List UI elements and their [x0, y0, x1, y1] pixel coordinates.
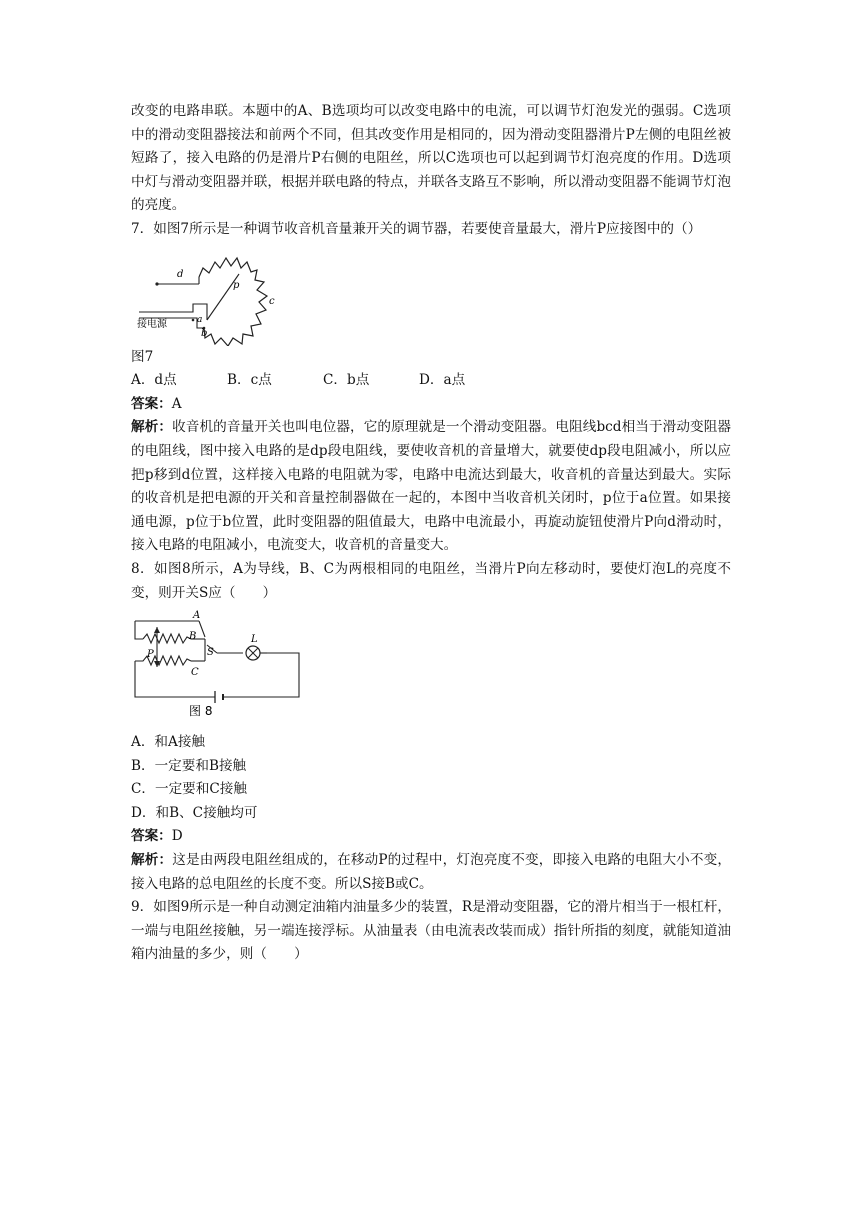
q7-choice-b: B．c点: [227, 372, 272, 389]
figure-8-circuit: [131, 609, 303, 719]
q7-analysis-label: 解析：: [131, 419, 173, 436]
q7-analysis-text: 收音机的音量开关也叫电位器，它的原理就是一个滑动变阻器。电阻线bcd相当于滑动变阻器的电阻线，图中接入电路的是dp段电阻线，要使收音机的音量增大，就要使dp段电阻减小，所以应把p移到d位置，这样接入电路的电阻就为零，电路中电流达到最大，收音机的音量达到最大。实际的收音机是把电源的开关和音量控制器做在一起的，本图中当收音机关闭时，p位于a位置。如果接通电源，p位于b位置，此时变阻器的阻值最大，电路中电流最小，再旋动旋钮使滑片P向d滑动时，接入电路的电阻减小，电流变大，收音机的音量变大。: [131, 419, 732, 554]
q8-choice-b: B．一定要和B接触: [131, 757, 247, 774]
q7-answer: [131, 393, 731, 417]
q8-choice-d: D．和B、C接触均可: [131, 804, 258, 821]
spacer: [131, 723, 731, 731]
q7-answer-value: A: [171, 395, 182, 412]
figure-7-caption: 图7: [131, 348, 154, 365]
q7-choice-a: A．d点: [131, 372, 177, 389]
q7-question: 7．如图7所示是一种调节收音机音量兼开关的调节器，若要使音量最大，滑片P应接图中的（）: [131, 220, 702, 237]
q8-question: 8．如图8所示，A为导线，B、C为两根相同的电阻丝，当滑片P向左移动时，要使灯泡L的亮度不变，则开关S应（ ）: [131, 560, 731, 601]
q7-choice-c: C．b点: [323, 372, 370, 389]
q7-choices: [131, 369, 731, 393]
fig8-label-s: S: [207, 647, 214, 659]
fig8-label-l: L: [251, 634, 258, 646]
q7-answer-label: 答案：: [131, 395, 172, 412]
fig8-label-a: A: [193, 610, 201, 622]
q8-answer-value: D: [171, 828, 183, 845]
q8-analysis: [131, 849, 731, 896]
q8-choice-a: A．和A接触: [131, 734, 206, 751]
q7-analysis: [131, 416, 731, 558]
document-page: [131, 100, 731, 967]
figure-7-potentiometer: [131, 244, 281, 346]
q8-answer-label: 答案：: [131, 828, 172, 845]
q8-answer: [131, 825, 731, 849]
figure-8-caption: 图 8: [189, 704, 213, 719]
q7-choice-d: D．a点: [419, 372, 466, 389]
fig7-label-d: d: [177, 268, 184, 280]
fig7-label-p: p: [233, 279, 240, 291]
fig7-label-power: 接电源: [137, 318, 167, 330]
fig8-label-c: C: [191, 667, 199, 679]
fig8-label-b: B: [189, 631, 197, 643]
fig8-label-p: P: [147, 649, 154, 661]
fig7-label-a: a: [197, 314, 203, 325]
q8-choice-c: C．一定要和C接触: [131, 781, 247, 798]
q8-analysis-label: 解析：: [131, 852, 173, 869]
q8-analysis-text: 这是由两段电阻丝组成的，在移动P的过程中，灯泡亮度不变，即接入电路的电阻大小不变，接入电路的总电阻丝的长度不变。所以S接B或C。: [131, 852, 732, 892]
intro-paragraph: 改变的电路串联。本题中的A、B选项均可以改变电路中的电流，可以调节灯泡发光的强弱。C选项中的滑动变阻器接法和前两个不同，但其改变作用是相同的，因为滑动变阻器滑片P左侧的电阻丝被短路了，接入电路的仍是滑片P右侧的电阻丝，所以C选项也可以起到调节灯泡亮度的作用。D选项中灯与滑动变阻器并联，根据并联电路的特点，并联各支路互不影响，所以滑动变阻器不能调节灯泡的亮度。: [131, 103, 731, 214]
fig7-label-b: b: [201, 327, 208, 339]
fig7-label-c: c: [269, 295, 275, 307]
q9-question: 9．如图9所示是一种自动测定油箱内油量多少的装置，R是滑动变阻器，它的滑片相当于一根杠杆，一端与电阻丝接触，另一端连接浮标。从油量表（由电流表改装而成）指针所指的刻度，就能知道油箱内油量的多少，则（ ）: [131, 899, 731, 963]
